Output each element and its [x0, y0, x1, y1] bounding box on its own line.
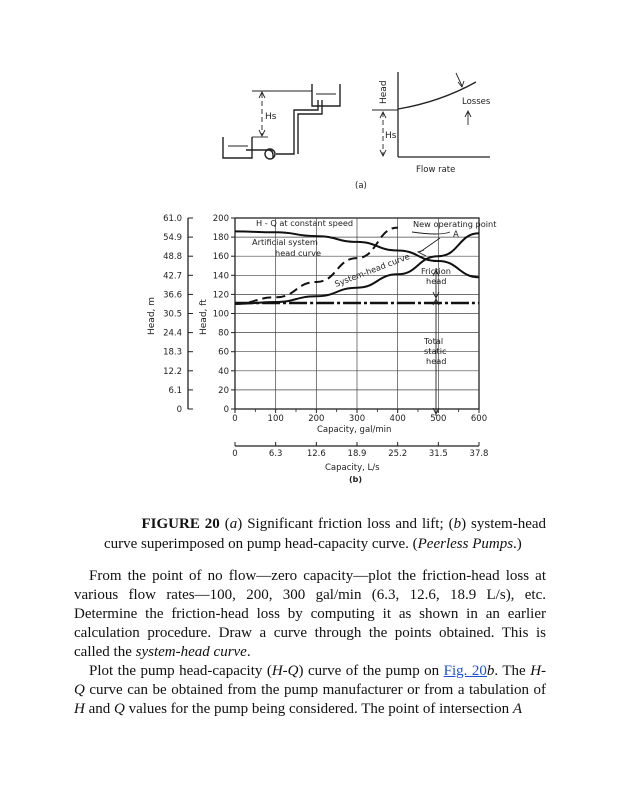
figure-label: FIGURE 20 — [141, 516, 220, 532]
head-m-tick-label: 61.0 — [163, 214, 182, 224]
capacity-ls-tick-label: 37.8 — [469, 449, 489, 459]
capacity-ls-tick-label: 6.3 — [268, 449, 283, 459]
head-m-tick-label: 36.6 — [163, 290, 182, 301]
capacity-gpm-title: Capacity, gal/min — [317, 425, 392, 435]
capacity-gpm-axis — [232, 409, 487, 424]
friction-label: Friction — [421, 266, 451, 276]
p2-a: A — [512, 701, 522, 717]
head-ft-tick-label: 140 — [212, 271, 229, 282]
head-m-tick-label: 24.4 — [163, 328, 182, 339]
static-label: static — [424, 346, 447, 356]
head-m-tick-label: 0 — [176, 405, 182, 415]
head-ft-tick-label: 0 — [223, 405, 229, 415]
static-head-label: head — [426, 356, 447, 366]
capacity-gpm-tick-label: 500 — [430, 414, 447, 424]
p2-hq: H-Q — [271, 663, 299, 679]
paragraph-1: From the point of no flow—zero capacity—plot the friction-head loss at various flow rates—100, 200, 300 gal/min (6.3, 12.6, 18.9 L/s), etc. Determine the friction-head loss by computing it as shown in an earlier calculation procedure. Draw a curve through the points obtained. This is called the system-head curve. — [74, 568, 546, 660]
head-m-tick-label: 30.5 — [163, 309, 182, 320]
head-ft-tick-label: 100 — [212, 309, 229, 320]
fig-20-link[interactable]: Fig. 20 — [443, 663, 487, 679]
losses-label: Losses — [462, 97, 491, 107]
body-text — [74, 567, 546, 719]
capacity-gpm-tick-label: 0 — [232, 414, 238, 424]
capacity-ls-tick-label: 0 — [232, 449, 238, 459]
capacity-ls-axis — [232, 442, 488, 459]
p2-rest3: values for the pump being considered. The point of intersection — [128, 701, 510, 717]
head-ft-tick-label: 200 — [212, 214, 229, 224]
p2-rest1: . The — [494, 663, 526, 679]
p2-rest2: curve can be obtained from the pump manufacturer or from a tabulation of — [89, 682, 547, 698]
system-head-curve-label: System-head curve — [333, 251, 411, 289]
friction-head-label: head — [426, 276, 447, 286]
head-ft-tick-label: 40 — [218, 366, 229, 377]
head-ft-tick-label: 160 — [212, 252, 229, 263]
capacity-ls-tick-label: 25.2 — [388, 449, 408, 459]
capacity-gpm-tick-label: 600 — [470, 414, 488, 424]
hs-label-left: Hs — [265, 112, 277, 122]
capacity-ls-tick-label: 12.6 — [306, 449, 326, 459]
p2-hq2: H-Q — [74, 663, 547, 698]
flow-rate-label: Flow rate — [416, 165, 456, 175]
pump-schematic — [223, 84, 340, 159]
head-m-tick-label: 42.7 — [163, 271, 182, 282]
capacity-ls-tick-label: 18.9 — [347, 449, 367, 459]
point-a-label: A — [453, 230, 459, 240]
head-ft-tick-label: 60 — [218, 347, 229, 358]
figure-caption: FIGURE 20 (a) Significant friction loss and lift; (b) system-head curve superimposed on pump head-capacity curve. (Peerless Pumps.) — [104, 516, 547, 552]
head-ft-tick-label: 180 — [212, 233, 229, 244]
caption-part-a: Significant friction loss and lift; — [247, 516, 444, 532]
head-m-tick-label: 6.1 — [168, 385, 182, 396]
caption-source: Peerless Pumps — [417, 536, 514, 552]
caption-a-letter: a — [229, 516, 238, 532]
hq-curve-label: H - Q at constant speed — [256, 218, 354, 228]
p1-term: system-head curve — [135, 644, 247, 660]
head-ft-axis — [213, 214, 235, 415]
p2-h: H — [74, 701, 85, 717]
head-m-axis-title: Head, m — [147, 296, 157, 335]
head-m-tick-label: 18.3 — [163, 347, 182, 358]
p2-mid: ) curve of the pump on — [298, 663, 440, 679]
capacity-gpm-tick-label: 200 — [308, 414, 325, 424]
artificial-system-label: Artificial system — [252, 237, 318, 247]
head-m-axis — [163, 214, 193, 415]
capacity-gpm-tick-label: 400 — [389, 414, 406, 424]
capacity-ls-title: Capacity, L/s — [325, 463, 380, 473]
p1-text: From the point of no flow—zero capacity—plot the friction-head loss at various flow rates—100, 200, 300 gal/min (6.3, 12.6, 18.9 L/s), etc. Determine the friction-head loss by computing it as shown in an earlier calculation procedure. Draw a curve through the points obtained. This is called the — [74, 568, 546, 660]
head-flow-sketch — [372, 72, 490, 157]
caption-b-letter: b — [453, 516, 462, 532]
new-operating-point-label: New operating point — [413, 219, 497, 229]
head-axis-label: Head — [379, 80, 389, 104]
capacity-gpm-tick-label: 100 — [267, 414, 284, 424]
paragraph-2 — [74, 662, 546, 719]
head-m-tick-label: 12.2 — [163, 366, 182, 377]
head-ft-tick-label: 120 — [212, 290, 229, 301]
panel-a-label: (a) — [355, 181, 367, 191]
p2-and: and — [88, 701, 111, 717]
total-label: Total — [424, 336, 444, 346]
artificial-head-curve-label: head curve — [275, 248, 321, 258]
capacity-gpm-tick-label: 300 — [348, 414, 366, 424]
hs-label-right: Hs — [385, 131, 397, 141]
panel-b-label: (b) — [349, 475, 363, 484]
capacity-ls-tick-label: 31.5 — [428, 449, 448, 459]
fig-20-link-letter: b — [486, 663, 495, 679]
caption-part-b: system-head curve superimposed on pump head-capacity curve. — [104, 516, 547, 552]
head-m-tick-label: 48.8 — [163, 252, 182, 263]
p2-start: Plot the pump head-capacity ( — [89, 663, 272, 679]
head-ft-tick-label: 20 — [218, 385, 229, 396]
p2-q: Q — [114, 701, 125, 717]
head-ft-tick-label: 80 — [218, 328, 229, 339]
head-m-tick-label: 54.9 — [163, 233, 182, 244]
head-ft-axis-title: Head, ft — [199, 299, 209, 335]
